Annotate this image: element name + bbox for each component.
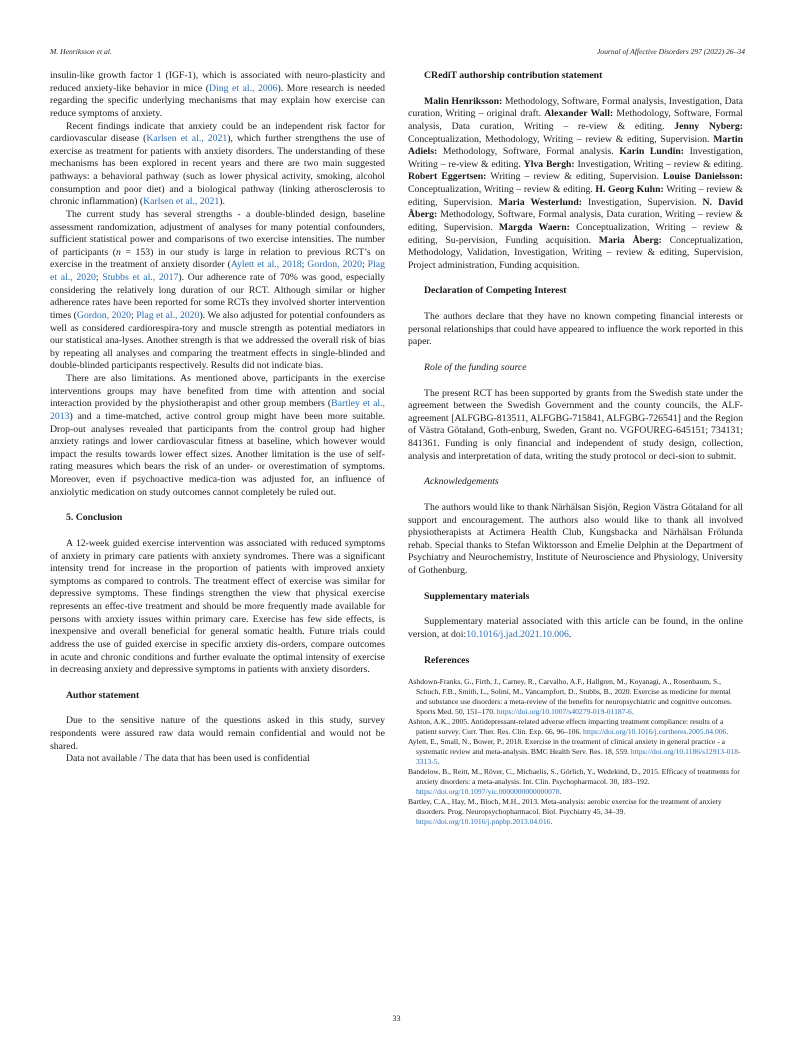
credit-author-name: Louise Danielsson:: [662, 171, 743, 183]
paragraph-credit: [408, 96, 743, 273]
left-column: [50, 70, 385, 766]
reference-item: Ashton, A.K., 2005. Antidepressant-related adverse effects impacting treatment compliance: results of a patient survey. Curr. Ther. Res. Clin. Exp. 66, 96–106. https://doi.org/10.1016/j.curtheres.2005.04.006.: [408, 717, 729, 737]
paragraph-cardiovascular: Recent findings indicate that anxiety could be an independent risk factor for cardiovascular disease (Karlsen et al., 2021), which further strengthens the use of exercise as treatment for patients with anxiety disorders. The understanding of these mechanisms has been explored in recent years and there are two main suggested pathways: a behavioral pathway (such as lower physical activity, smoking, alcohol consumption and poor diet) and a biological pathway (linking atherosclerosis to chronic inflammation) (Karlsen et al., 2021).: [50, 120, 385, 208]
credit-author-roles: Conceptualization, Writing – review & editing, Su-pervision, Funding acquisition.: [408, 221, 743, 246]
page-number: 33: [392, 1014, 401, 1023]
reference-doi-link[interactable]: https://doi.org/10.1186/s12913-018-3313-5: [416, 747, 741, 767]
citation-link[interactable]: Plag et al., 2020: [136, 309, 200, 321]
credit-author-name: Ylva Bergh:: [523, 158, 575, 170]
paragraph-competing-interest: The authors declare that they have no known competing financial interests or personal relationships that could have appeared to influence the work reported in this paper.: [408, 311, 743, 348]
section-heading-competing-interest: Declaration of Competing Interest: [424, 285, 567, 297]
credit-author-name: N. David Åberg:: [408, 196, 743, 221]
reference-doi-link[interactable]: https://doi.org/10.1016/j.curtheres.2005.04.006: [583, 727, 727, 737]
credit-author-roles: Writing – review & editing, Supervision.: [408, 184, 743, 208]
section-heading-funding: Role of the funding source: [424, 361, 527, 373]
credit-author-name: Maria Westerlund:: [498, 196, 582, 208]
reference-doi-link[interactable]: https://doi.org/10.1007/s40279-019-01187-6: [496, 707, 632, 717]
credit-author-roles: Investigation, Writing – review & editing.: [574, 158, 744, 170]
paragraph-funding: The present RCT has been supported by grants from the Swedish state under the agreement between the Swedish Government and the county councils, the ALF-agreement [ALFGBG-813511, ALFGBG-715841, ALFGBG-726541] and the Region of Västra Götaland, Goth-enburg, Sweden, Grant no. VGFOUREG-645151; 734131; 841361. Funding is only financial and independent of study design, collection, analysis and interpretation of data, writing the study protocol or deci-sion to submit.: [408, 387, 743, 462]
right-column: [408, 70, 743, 827]
reference-doi-link[interactable]: https://doi.org/10.1097/yic.0000000000000078: [416, 787, 560, 797]
credit-author-name: Martin Adiels:: [408, 133, 743, 158]
reference-doi-link[interactable]: https://doi.org/10.1016/j.pnpbp.2013.04.016: [416, 817, 551, 827]
section-heading-conclusion: 5. Conclusion: [66, 512, 123, 524]
section-heading-acknowledgements: Acknowledgements: [424, 476, 499, 488]
credit-author-name: Robert Eggertsen:: [408, 171, 487, 183]
credit-author-roles: Methodology, Software, Formal analysis, Investigation, Data curation, Writing – original draft.: [408, 95, 744, 120]
citation-link[interactable]: Karlsen et al., 2021: [143, 196, 220, 208]
citation-link[interactable]: Karlsen et al., 2021: [146, 133, 228, 145]
credit-author-roles: Writing – review & editing, Supervision.: [486, 171, 663, 183]
credit-author-roles: Conceptualization, Methodology, Writing – review & editing, Supervision.: [408, 133, 714, 145]
doi-link[interactable]: 10.1016/j.jad.2021.10.006: [466, 628, 569, 640]
citation-link[interactable]: Plag et al., 2020: [50, 259, 385, 283]
section-heading-references: References: [424, 654, 470, 666]
paragraph-supplementary: Supplementary material associated with this article can be found, in the online version, at doi:10.1016/j.jad.2021.10.006.: [408, 616, 743, 640]
citation-link[interactable]: Gordon, 2020: [307, 259, 362, 271]
paragraph-limitations: There are also limitations. As mentioned above, participants in the exercise interventions groups may have benefited from time with attention and social interaction provided by the physiotherapist and other group members (Bartley et al., 2013) and a time-matched, active control group might have been more suitable. Drop-out analyses revealed that participants from the control group had higher anxiety ratings and lower cardiovascular fitness at baseline, which however would impact the results towards lower effect sizes. Another limitation is the use of self-rating measures which bears the risk of an under- or overestimation of symptoms. Moreover, even if psychoactive medica-tion was adjusted for, an influence of anxiolytic medication on study outcomes cannot completely be ruled out.: [50, 373, 385, 498]
section-heading-author-statement: Author statement: [66, 689, 140, 701]
citation-link[interactable]: Gordon, 2020: [76, 309, 132, 321]
credit-author-roles: Conceptualization, Methodology, Validation, Investigation, Writing – review & editing, Supervision, Project administration, Funding acquisition.: [408, 234, 743, 271]
paragraph-author-statement: Due to the sensitive nature of the questions asked in this study, survey respondents were assured raw data would remain confidential and would not be shared.: [50, 715, 385, 752]
running-head-journal: Journal of Affective Disorders 297 (2022) 26–34: [596, 47, 745, 56]
paragraph-mechanisms: insulin-like growth factor 1 (IGF-1), which is associated with neuro-plasticity and reduced anxiety-like behavior in mice (Ding et al., 2006). More research is needed regarding the specific underlying mechanisms that may explain how exercise can reduce symptoms of anxiety.: [50, 70, 386, 119]
paragraph-data-availability: Data not available / The data that has been used is confidential: [66, 753, 310, 765]
credit-author-name: H. Georg Kuhn:: [595, 184, 664, 195]
citation-link[interactable]: Aylett et al., 2018: [230, 259, 302, 271]
citation-link[interactable]: Ding et al., 2006: [208, 82, 278, 94]
paragraph-acknowledgements: The authors would like to thank Närhälsan Sisjön, Region Västra Götaland for all support and encouragement. The authors also would like to thank all involved physiotherapists at Actimera Health Club, Kungsbacka and Närhälsan Frölunda rehab. Special thanks to Stefan Wiktorsson and Emelie Delphin at the Department of Psychiatry and Neurochemistry, Institute of Neuroscience and Physiology, University of Gothenburg.: [408, 501, 743, 576]
reference-item: Bandelow, B., Reitt, M., Röver, C., Michaelis, S., Görlich, Y., Wedekind, D., 2015. Efficacy of treatments for anxiety disorders: a meta-analysis. Int. Clin. Psychopharmacol. 30, 183–192. https://doi.org/10.1097/yic.0000000000000078.: [408, 767, 740, 797]
paragraph-conclusion: A 12-week guided exercise intervention was associated with reduced symptoms of anxiety in primary care patients with anxiety syndromes. There was a significant intensity trend for increase in the proportion of patients with improved anxiety symptoms as compared to controls. The treatment effect of exercise was similar for depressive symptoms. These findings strengthen the view that physical exercise represents an effec-tive treatment and should be more frequently made available for persons with anxiety issues within primary care. Exercise has few side effects, is inexpensive and overall beneficial for general somatic health. Future trials could address the use of guided exercise in specific anxiety dis-orders, compare outcomes in acute and chronic conditions and further evaluate the optimal intensity of exercise in decreasing anxiety and depressive symptoms in patients with anxiety disorders.: [50, 537, 385, 676]
reference-item: Bartley, C.A., Hay, M., Bloch, M.H., 2013. Meta-analysis: aerobic exercise for the treatment of anxiety disorders. Prog. Neuropsychopharmacol. Biol. Psychiatry 45, 34–39. https://doi.org/10.1016/j.pnpbp.2013.04.016.: [408, 797, 722, 827]
reference-item: Ashdown-Franks, G., Firth, J., Carney, R., Carvalho, A.F., Hallgren, M., Koyanagi, A., Rosenbaum, S., Schuch, F.B., Smith, L., Solmi, M., Vancampfort, D., Stubbs, B., 2020. Exercise as medicine for mental and substance use disorders: a meta-review of the benefits for neuropsychiatric and cognitive outcomes. Sports Med. 50, 151–170. https://doi.org/10.1007/s40279-019-01187-6.: [408, 677, 732, 717]
credit-author-roles: Investigation, Supervision.: [581, 196, 703, 208]
credit-author-roles: Methodology, Software, Formal analysis, Data curation, Writing – re-view & editing.: [408, 108, 744, 132]
citation-link[interactable]: Bartley et al., 2013: [50, 398, 385, 422]
credit-author-name: Malin Henriksson:: [424, 95, 503, 107]
credit-author-name: Jenny Nyberg:: [674, 120, 743, 132]
credit-author-name: Alexander Wall:: [544, 108, 614, 120]
running-head-authors: M. Henriksson et al.: [50, 47, 112, 56]
citation-link[interactable]: Stubbs et al., 2017: [102, 272, 179, 283]
reference-list: [408, 677, 743, 827]
credit-author-name: Maria Åberg:: [598, 234, 662, 246]
credit-author-name: Margda Waern:: [498, 221, 570, 233]
paragraph-strengths: The current study has several strengths - a double-blinded design, baseline assessment randomization, adjustment of analyses for many potential confounders, sufficient statistical power and comparisons of two exercise intensities. The number of participants (n = 153) in our study is large in relation to previous RCT’s on exercise in the treatment of anxiety disorder (Aylett et al., 2018; Gordon, 2020; Plag et al., 2020; Stubbs et al., 2017). Our adherence rate of 70% was good, especially considering the relatively long duration of our RCT. Although similar or higher adherence rates have been reported for some RCTs they involved shorter intervention times (Gordon, 2020; Plag et al., 2020). We also adjusted for potential confounders as well as considered cardiorespira-tory and muscle strength as potential mediators in our statistical ana-lyses. Another strength is that we addressed the overall risk of bias by repeating all analyses and comparing the treatment effects in single-blinded and double-blinded participants respectively. Results did not indicate bias.: [50, 208, 386, 372]
credit-author-roles: Conceptualization, Writing – review & editing.: [408, 184, 596, 195]
credit-author-name: Karin Lundin:: [619, 146, 685, 158]
section-heading-supplementary: Supplementary materials: [424, 590, 530, 602]
section-heading-credit: CRediT authorship contribution statement: [424, 70, 603, 81]
credit-author-roles: Investigation, Writing – re-view & editing.: [408, 146, 743, 170]
credit-author-roles: Methodology, Software, Formal analysis.: [437, 146, 620, 158]
reference-item: Aylett, E., Small, N., Bower, P., 2018. Exercise in the treatment of clinical anxiety in general practice - a systematic review and meta-analysis. BMC Health Serv. Res. 18, 559. https://doi.org/10.1186/s12913-018-3313-5.: [408, 737, 741, 767]
credit-author-roles: Methodology, Software, Formal analysis, Data curation, Writing – review & editing, Supervision.: [408, 209, 743, 233]
